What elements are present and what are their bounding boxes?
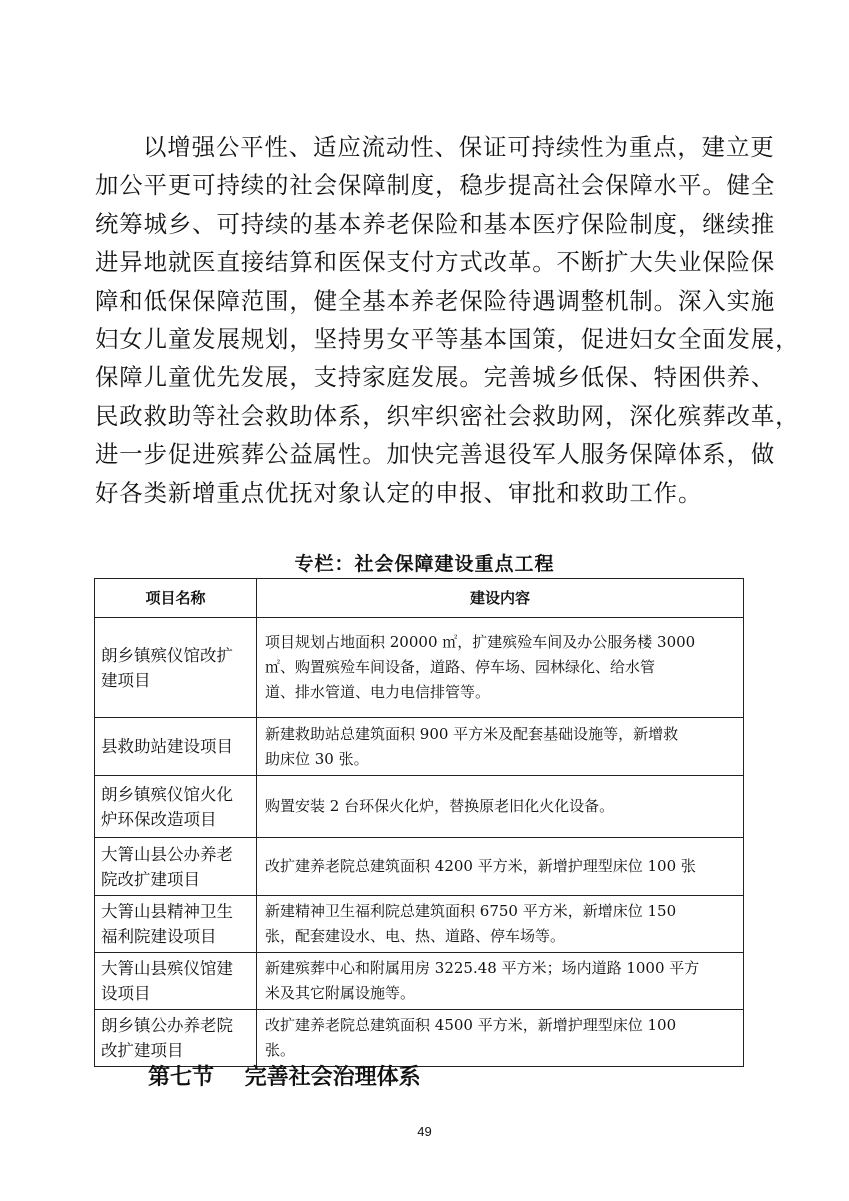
table-row <box>95 618 744 718</box>
project-content-cell <box>257 618 744 718</box>
paragraph-line: 民政救助等社会救助体系，织牢织密社会救助网，深化殡葬改革， <box>95 401 800 430</box>
paragraph-line: 障和低保保障范围，健全基本养老保险待遇调整机制。深入实施 <box>95 286 776 315</box>
project-content-line: 新建精神卫生福利院总建筑面积 6750 平方米，新增床位 150 <box>265 902 677 920</box>
paragraph-line: 妇女儿童发展规划，坚持男女平等基本国策，促进妇女全面发展， <box>95 325 800 354</box>
project-name-line: 大箐山县殡仪馆建 <box>101 959 233 978</box>
paragraph-line: 进异地就医直接结算和医保支付方式改革。不断扩大失业保险保 <box>95 248 776 277</box>
project-name-line: 院改扩建项目 <box>101 869 200 889</box>
table-row <box>95 896 744 953</box>
project-name-line: 朗乡镇殡仪馆改扩 <box>101 645 233 665</box>
project-content-cell <box>257 896 744 953</box>
table-header-row <box>95 579 744 618</box>
paragraph-line: 保障儿童优先发展，支持家庭发展。完善城乡低保、特困供养、 <box>95 363 776 392</box>
paragraph-line: 统筹城乡、可持续的基本养老保险和基本医疗保险制度，继续推 <box>95 209 776 238</box>
paragraph-line: 好各类新增重点优抚对象认定的申报、审批和救助工作。 <box>95 478 703 507</box>
project-content-line: 助床位 30 张。 <box>265 749 369 768</box>
page-number: 49 <box>417 1124 432 1139</box>
project-content-line: 项目规划占地面积 20000 ㎡，扩建殡殓车间及办公服务楼 3000 <box>265 633 696 651</box>
section-heading: 第七节 完善社会治理体系 <box>148 1064 421 1090</box>
projects-table <box>94 578 744 1067</box>
project-name-line: 大箐山县精神卫生 <box>101 902 233 921</box>
project-name-cell <box>95 896 257 953</box>
project-name-line: 改扩建项目 <box>101 1041 184 1060</box>
project-content-line: 道、排水管道、电力电信排管等。 <box>265 683 491 701</box>
project-name-line: 朗乡镇公办养老院 <box>101 1016 233 1035</box>
project-name-line: 设项目 <box>101 984 151 1003</box>
project-content-line: ㎡、购置殡殓车间设备，道路、停车场、园林绿化、给水管 <box>265 658 656 676</box>
project-name-cell <box>95 1010 257 1067</box>
project-content-line: 新建救助站总建筑面积 900 平方米及配套基础设施等，新增救 <box>265 724 679 743</box>
project-name-line: 大箐山县公办养老 <box>101 844 233 864</box>
column-header-project-name: 项目名称 <box>95 579 257 618</box>
paragraph-line: 进一步促进殡葬公益属性。加快完善退役军人服务保障体系，做 <box>95 440 776 469</box>
paragraph-line: 以增强公平性、适应流动性、保证可持续性为重点，建立更 <box>143 133 775 161</box>
project-content-line: 购置安装 2 台环保火化炉，替换原老旧化火化设备。 <box>265 797 615 815</box>
table-row <box>95 953 744 1010</box>
project-content-line: 张，配套建设水、电、热、道路、停车场等。 <box>265 927 566 945</box>
project-name-line: 建项目 <box>101 670 151 690</box>
project-name-cell <box>95 618 257 718</box>
table-caption: 专栏：社会保障建设重点工程 <box>294 553 555 575</box>
project-name-line: 县救助站建设项目 <box>101 737 233 756</box>
project-content-line: 张。 <box>265 1041 296 1059</box>
project-content-cell <box>257 718 744 776</box>
project-content-line: 新建殡葬中心和附属用房 3225.48 平方米；场内道路 1000 平方 <box>265 959 700 977</box>
table-row <box>95 838 744 896</box>
project-content-cell <box>257 1010 744 1067</box>
table-row <box>95 718 744 776</box>
column-header-content: 建设内容 <box>257 579 744 618</box>
project-name-cell <box>95 718 257 776</box>
project-name-line: 朗乡镇殡仪馆火化 <box>101 784 233 804</box>
project-name-cell <box>95 953 257 1010</box>
project-name-cell <box>95 838 257 896</box>
body-paragraph <box>95 128 800 512</box>
project-name-line: 炉环保改造项目 <box>101 809 217 829</box>
project-content-cell <box>257 776 744 838</box>
project-name-line: 福利院建设项目 <box>101 927 217 946</box>
project-content-cell <box>257 838 744 896</box>
project-name-cell <box>95 776 257 838</box>
table-row <box>95 1010 744 1067</box>
project-content-line: 改扩建养老院总建筑面积 4200 平方米，新增护理型床位 100 张 <box>265 857 696 875</box>
project-content-cell <box>257 953 744 1010</box>
project-content-line: 米及其它附属设施等。 <box>265 984 416 1002</box>
table-row <box>95 776 744 838</box>
paragraph-line: 加公平更可持续的社会保障制度，稳步提高社会保障水平。健全 <box>95 171 776 200</box>
project-content-line: 改扩建养老院总建筑面积 4500 平方米，新增护理型床位 100 <box>265 1016 677 1034</box>
